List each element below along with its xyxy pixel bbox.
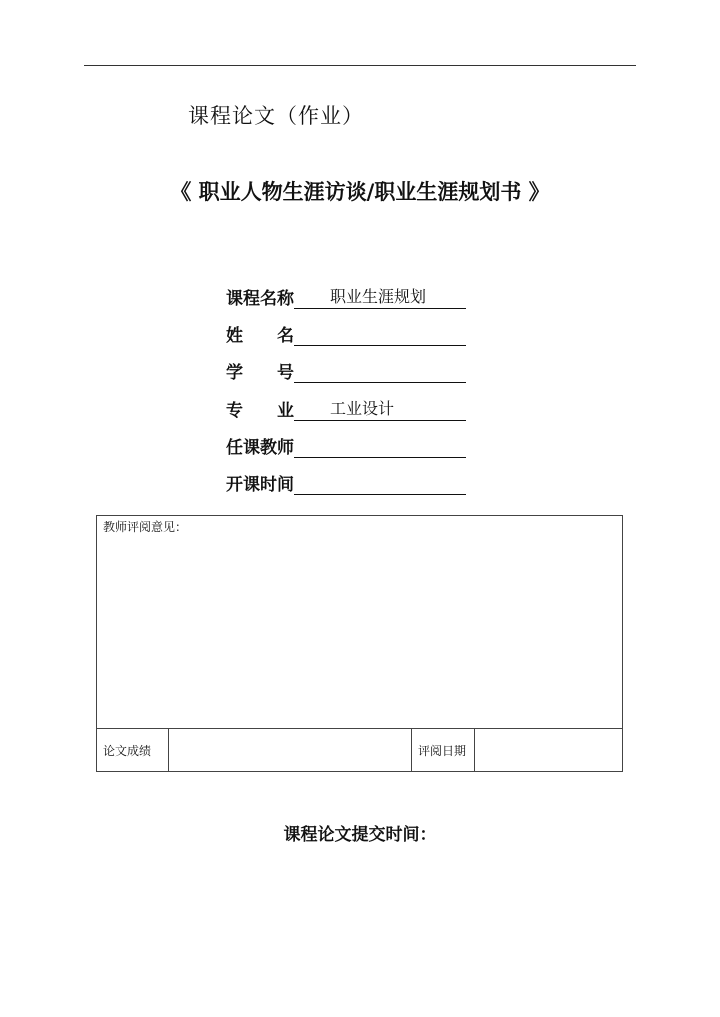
course-time-input[interactable] (294, 472, 466, 495)
field-major (226, 395, 466, 421)
grade-label: 论文成绩 (97, 729, 169, 771)
grade-row (97, 728, 622, 771)
field-course-name (226, 283, 466, 309)
field-label: 任课教师 (226, 438, 294, 458)
field-student-id (226, 357, 466, 383)
header-rule (84, 65, 636, 66)
field-label: 姓 名 (226, 326, 294, 346)
submit-time-label: 课程论文提交时间： (283, 825, 437, 845)
date-input[interactable] (475, 729, 622, 771)
review-table (96, 515, 623, 772)
doc-title: 《 职业人物生涯访谈/职业生涯规划书 》 (170, 180, 550, 204)
field-label: 开课时间 (226, 475, 294, 495)
field-name (226, 320, 466, 346)
major-input[interactable] (294, 398, 466, 421)
field-course-time (226, 469, 466, 495)
field-label: 专 业 (226, 401, 294, 421)
name-input[interactable] (294, 323, 466, 346)
date-label: 评阅日期 (412, 729, 475, 771)
comment-label: 教师评阅意见： (103, 520, 188, 534)
field-value: 工业设计 (330, 399, 395, 418)
field-label: 学 号 (226, 363, 294, 383)
field-label: 课程名称 (226, 289, 294, 309)
student-id-input[interactable] (294, 360, 466, 383)
field-value: 职业生涯规划 (330, 287, 427, 306)
course-name-input[interactable] (294, 286, 466, 309)
field-teacher (226, 432, 466, 458)
grade-input[interactable] (169, 729, 412, 771)
doc-subtitle: 课程论文（作业） (188, 104, 364, 128)
teacher-input[interactable] (294, 435, 466, 458)
